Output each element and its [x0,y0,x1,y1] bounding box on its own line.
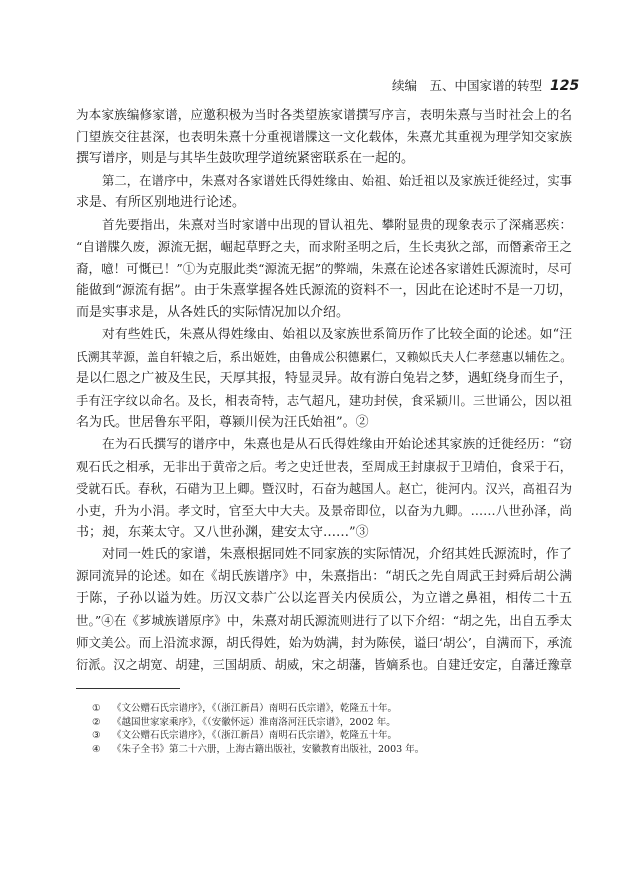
text-line: “自谱牒久废，源流无据，崛起草野之夫，而求附圣明之后，生长夷狄之部，而僭紊帝王之 [76,239,572,254]
text-line: 裔，噫！可慨已！”①为克服此类“源流无据”的弊端，朱熹在论述各家谱姓氏源流时，尽可 [76,261,572,276]
footnote [92,702,562,716]
footnote-text: 《朱子全书》第二十六册，上海古籍出版社，安徽教育出版社，2003 年。 [112,743,425,755]
text-line: 受就石氏。春秋，石碏为卫上卿。暨汉时，石奋为越国人。赵亡，徙河内。汉兴，高祖召为 [76,482,572,496]
footnote-text: 《文公赠石氏宗谱序》，《（浙江新昌）南明石氏宗谱》，乾隆五十年。 [112,730,398,741]
footnote-separator [76,688,180,689]
text-line: 为本家族编修家谱，应邀积极为当时各类望族家谱撰写序言，表明朱熹与当时社会上的名 [76,107,572,122]
footnote-marker: ④ [92,743,101,755]
text-line: 世。”④在《芗城族谱原序》中，朱熹对胡氏源流则进行了以下介绍：“胡之先，出自五季太 [76,613,572,628]
text-line: 能做到“源流有据”。由于朱熹掌握各姓氏源流的资料不一，因此在论述时不是一刀切， [76,283,572,298]
footnote-marker: ③ [92,730,101,741]
paragraph-start: 对有些姓氏，朱熹从得姓缘由、始祖以及家族世系简历作了比较全面的论述。如“汪 [102,327,572,342]
text-line: 书；昶，东莱太守。又八世孙渊，建安太守……”③ [76,525,369,540]
text-line: 门望族交往甚深，也表明朱熹十分重视谱牒这一文化载体，朱熹尤其重视为理学知交家族 [76,129,572,144]
paragraph-start: 在为石氏撰写的谱序中，朱熹也是从石氏得姓缘由开始论述其家族的迁徙经历：“窃 [102,437,572,452]
running-header [392,76,580,96]
footnote [92,743,562,757]
footnote-text: 《文公赠石氏宗谱序》，《（浙江新昌）南明石氏宗谱》，乾隆五十年。 [112,703,398,714]
footnote-marker: ② [92,716,101,728]
paragraph-start: 首先要指出，朱熹对当时家谱中出现的冒认祖先、攀附显贵的现象表示了深痛恶疾： [102,217,572,232]
body-text [76,104,572,676]
running-header-title: 续编 五、中国家谱的转型 [392,78,543,93]
paragraph-start: 第二，在谱序中，朱熹对各家谱姓氏得姓缘由、始祖、始迁祖以及家族迁徙经过，实事 [102,174,572,188]
text-line: 撰写谱序，则是与其毕生鼓吹理学道统紧密联系在一起的。 [76,151,415,166]
footnote-text: 《越国世家家乘序》，《（安徽怀远）淮南洛河汪氏宗谱》，2002 年。 [112,716,396,728]
footnote-marker: ① [92,703,101,714]
text-line: 氏溯其苹源，盖自轩辕之后，系出姬姓，由鲁成公积德累仁，又赖姒氏夫人仁孝慈惠以辅佐之。 [76,350,572,364]
text-line: 是以仁恩之广被及生民，天厚其报，特显灵异。故有游白兔岩之梦，遇虹绕身而生子， [76,371,572,386]
footnotes [92,702,562,756]
text-line: 求是、有所区别地进行论述。 [76,195,246,210]
paragraph-start: 对同一姓氏的家谱，朱熹根据同姓不同家族的实际情况，介绍其姓氏源流时，作了 [102,547,572,562]
page-number: 125 [550,78,580,94]
text-line: 衍派。汉之胡宽、胡建，三国胡质、胡威，宋之胡藩，皆嫡系也。自建迁安定，自藩迁豫章 [76,658,572,672]
text-line: 名为氏。世居鲁东平阳，尊颍川侯为汪氏始祖”。② [76,415,369,430]
text-line: 小吏，升为小涓。孝文时，官至大中大夫。及景帝即位，以奋为九卿。……八世孙泽，尚 [76,503,572,518]
text-line: 于陈，子孙以谥为姓。历汉文恭广公以迄晋关内侯质公，为立谱之鼻祖，相传二十五 [76,591,572,606]
text-line: 观石氏之相承，无非出于黄帝之后。考之史迁世表，至周成王封康叔于卫靖伯，食采于石， [76,460,572,474]
text-line: 手有汪字纹以命名。及长，相表奇特，志气超凡，建功封侯，食采颍川。三世诵公，因以祖 [76,394,572,408]
footnote [92,729,562,743]
text-line: 源同流异的论述。如在《胡氏族谱序》中，朱熹指出：“胡氏之先自周武王封舜后胡公满 [76,569,572,584]
footnote [92,716,562,730]
text-line: 而是实事求是，从各姓氏的实际情况加以介绍。 [76,305,350,320]
text-line: 师文美公。而上沿流求源，胡氏得姓，始为妫满，封为陈侯，谥曰‘胡公’，自满而下，承流 [76,635,572,650]
